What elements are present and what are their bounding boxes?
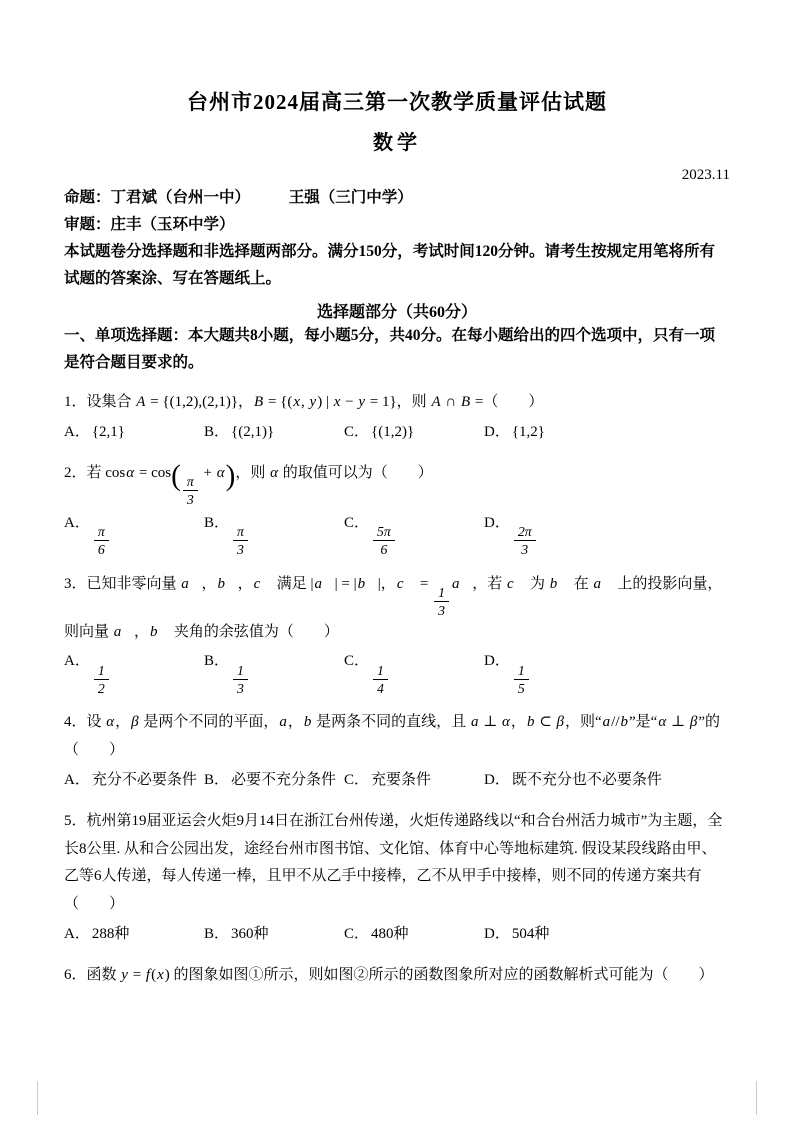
text-run: {(1,2)} <box>371 423 415 440</box>
option-label: D． <box>484 514 510 531</box>
question-6 <box>64 962 730 990</box>
text-run: = {( <box>264 393 293 410</box>
fraction <box>373 663 388 696</box>
math-variable: a⃗ <box>113 623 133 640</box>
fraction <box>233 524 248 557</box>
text-run: 夹角的余弦值为（ ） <box>170 623 339 640</box>
text-run: ，若 <box>472 575 506 592</box>
math-variable: α <box>502 714 510 731</box>
fraction <box>183 474 198 507</box>
option <box>344 419 484 447</box>
option <box>484 767 730 795</box>
fraction-numerator: π <box>183 474 198 491</box>
question-1 <box>64 389 730 447</box>
question-list <box>64 389 735 990</box>
text-run: = <box>128 966 145 983</box>
text-run: {2,1} <box>91 423 125 440</box>
math-variable: a <box>602 714 611 731</box>
question-stem <box>64 460 730 508</box>
text-run: =（ ） <box>471 393 544 410</box>
text-run: ， <box>237 575 253 592</box>
option-row <box>64 419 730 447</box>
text-run: ∩ <box>441 393 460 410</box>
text-run: ”的 （ ） <box>64 714 735 758</box>
fraction <box>233 663 248 696</box>
text-run: 5．杭州第19届亚运会火炬9月14日在浙江台州传递，火炬传递路线以“和合台州活力城市”为主题，全长8公里. 从和合公园出发，途经台州市图书馆、文化馆、体育中心等地标建筑. 假设某段线路由甲、乙等6人传递，每人传递一棒，且甲不从乙手中接棒，乙不从甲手中接棒，则不同的传递方案共有（ ） <box>64 812 723 912</box>
option <box>344 921 484 949</box>
math-variable: b <box>620 714 629 731</box>
text-run: 必要不充分条件 <box>231 771 337 788</box>
text-run: ( <box>151 966 157 983</box>
option <box>64 921 204 949</box>
text-run: = {(1,2),(2,1)}， <box>146 393 254 410</box>
text-run: , <box>301 393 309 410</box>
option-label: A． <box>64 653 90 670</box>
text-run: 上的投影向量，则向量 <box>64 575 723 640</box>
option-label: A． <box>64 925 90 942</box>
math-variable: c⃗ <box>396 575 416 592</box>
fraction-numerator: 2π <box>514 524 536 541</box>
left-paren: ( <box>171 459 181 492</box>
fraction-denominator: 6 <box>380 542 388 558</box>
right-paren: ) <box>225 459 236 492</box>
fraction <box>373 524 395 557</box>
fraction-numerator: π <box>94 524 109 541</box>
option-label: A． <box>64 771 90 788</box>
option-label: B． <box>204 925 230 942</box>
math-variable: a⃗ <box>181 575 201 592</box>
option-label: C． <box>344 514 370 531</box>
text-run: ，则“ <box>565 714 602 731</box>
text-run: // <box>611 714 620 731</box>
text-run: 6．函数 <box>64 966 121 983</box>
option-label: C． <box>344 653 370 670</box>
text-run: − <box>341 393 358 410</box>
page-title: 台州市2024届高三第一次教学质量评估试题 <box>187 90 607 114</box>
math-variable: α <box>270 464 278 481</box>
fraction-numerator: 5π <box>373 524 395 541</box>
fraction <box>94 524 109 557</box>
text-run: ) 的图象如图①所示，则如图②所示的函数图象所对应的函数解析式可能为（ ） <box>164 966 714 983</box>
text-run: ⊥ <box>479 714 502 731</box>
math-variable: b⃗ <box>217 575 237 592</box>
question-stem <box>64 808 730 919</box>
fraction <box>514 524 536 557</box>
text-run: ， <box>133 623 149 640</box>
math-variable: b <box>303 714 312 731</box>
option-row <box>64 648 730 696</box>
option-label: C． <box>344 423 370 440</box>
text-run: = 1}，则 <box>366 393 431 410</box>
option <box>484 921 730 949</box>
text-run: 是两条不同的直线，且 <box>312 714 470 731</box>
math-variable: B <box>254 393 264 410</box>
text-run: 的取值可以为（ ） <box>279 464 433 481</box>
subject-title: 数学 <box>373 132 421 154</box>
text-run: 为 <box>526 575 549 592</box>
option-label: D． <box>484 653 510 670</box>
text-run: ”是“ <box>629 714 658 731</box>
text-run: ) | <box>317 393 333 410</box>
fraction-denominator: 5 <box>517 681 525 697</box>
fraction-numerator: 1 <box>434 585 449 602</box>
fraction-numerator: π <box>233 524 248 541</box>
text-run: 满足 | <box>272 575 314 592</box>
fraction-denominator: 2 <box>97 681 105 697</box>
math-variable: α <box>106 714 115 731</box>
math-variable: β <box>131 714 139 731</box>
fraction-denominator: 3 <box>521 542 529 558</box>
math-variable: y <box>309 393 317 410</box>
option-label: A． <box>64 514 90 531</box>
text-run: | = | <box>334 575 357 592</box>
math-variable: x <box>157 966 164 983</box>
text-run: ， <box>201 575 217 592</box>
text-run: ⊂ <box>535 714 556 731</box>
option <box>64 419 204 447</box>
crop-mark-right <box>756 1081 757 1115</box>
text-run: 3．已知非零向量 <box>64 575 181 592</box>
math-variable: b <box>526 714 535 731</box>
option-label: B． <box>204 423 230 440</box>
option-label: C． <box>344 925 370 942</box>
text-run: 288种 <box>91 925 130 942</box>
question-5 <box>64 808 730 949</box>
text-run: ， <box>115 714 131 731</box>
text-run: ， <box>510 714 526 731</box>
math-variable: α <box>126 464 135 481</box>
math-variable: β <box>689 714 698 731</box>
reviewer-line: 审题：庄丰（玉环中学） <box>64 216 235 234</box>
option <box>484 419 730 447</box>
fraction-denominator: 6 <box>97 542 105 558</box>
text-run: 既不充分也不必要条件 <box>511 771 662 788</box>
math-variable: b⃗ <box>357 575 377 592</box>
fraction-denominator: 3 <box>438 603 446 619</box>
question-stem <box>64 709 735 765</box>
math-variable: c⃗ <box>253 575 272 592</box>
option-label: A． <box>64 423 90 440</box>
option <box>64 767 204 795</box>
math-variable: B <box>460 393 471 410</box>
option-label: D． <box>484 423 510 440</box>
math-variable: a⃗ <box>314 575 334 592</box>
math-variable: a⃗ <box>452 575 472 592</box>
fraction <box>434 585 449 618</box>
math-variable: y <box>121 966 128 983</box>
crop-mark-left <box>37 1081 38 1115</box>
text-run: 4．设 <box>64 714 106 731</box>
text-run: + <box>199 464 216 481</box>
option <box>204 921 344 949</box>
math-variable: x <box>293 393 301 410</box>
option-row <box>64 510 730 558</box>
option <box>64 510 204 558</box>
text-run: 充要条件 <box>371 771 432 788</box>
text-run: {1,2} <box>511 423 545 440</box>
math-variable: y <box>358 393 366 410</box>
text-run: 是两个不同的平面， <box>139 714 279 731</box>
text-run: 360种 <box>231 925 269 942</box>
math-variable: α <box>658 714 667 731</box>
math-variable: b⃗ <box>549 575 569 592</box>
math-variable: c⃗ <box>506 575 526 592</box>
option <box>484 648 730 696</box>
math-variable: f <box>145 966 151 983</box>
fraction-denominator: 4 <box>377 681 384 697</box>
section-intro: 一、单项选择题：本大题共8小题，每小题5分，共40分。在每小题给出的四个选项中，只有一项是符合题目要求的。 <box>64 326 716 371</box>
option <box>64 648 204 696</box>
option <box>344 510 484 558</box>
text-run: ， <box>287 714 303 731</box>
fraction-numerator: 1 <box>233 663 248 680</box>
option-label: D． <box>484 925 510 942</box>
option <box>344 767 484 795</box>
text-run: 1．设集合 <box>64 393 136 410</box>
math-variable: a <box>279 714 287 731</box>
text-run: 480种 <box>371 925 409 942</box>
exam-date: 2023.11 <box>681 167 730 183</box>
math-variable: A <box>136 393 146 410</box>
setter-line: 命题：丁君斌（台州一中） 王强（三门中学） <box>64 189 413 206</box>
fraction-numerator: 1 <box>94 663 109 680</box>
question-stem <box>64 389 730 417</box>
option-label: B． <box>204 653 230 670</box>
fraction-numerator: 1 <box>514 663 529 680</box>
fraction-denominator: 3 <box>237 681 244 697</box>
option-label: B． <box>204 514 230 531</box>
math-variable: b⃗ <box>149 623 170 640</box>
math-variable: α <box>216 464 225 481</box>
exam-notice: 本试题卷分选择题和非选择题两部分。满分150分，考试时间120分钟。请考生按规定用笔将所有试题的答案涂、写在答题纸上。 <box>64 243 716 288</box>
text-run: 2．若 cos <box>64 464 126 481</box>
question-2 <box>64 460 730 558</box>
section-title: 选择题部分（共60分） <box>316 303 477 321</box>
question-3 <box>64 571 730 697</box>
question-stem <box>64 571 730 647</box>
option-row <box>64 921 730 949</box>
question-4 <box>64 709 735 795</box>
text-run: = <box>416 575 433 592</box>
option-label: C． <box>344 771 370 788</box>
option <box>204 767 344 795</box>
text-run: 在 <box>569 575 593 592</box>
text-run: {(2,1)} <box>231 423 275 440</box>
math-variable: x <box>333 393 341 410</box>
math-variable: A <box>431 393 441 410</box>
option-label: D． <box>484 771 510 788</box>
fraction <box>94 663 109 696</box>
fraction-denominator: 3 <box>186 492 194 508</box>
text-run: ⊥ <box>667 714 689 731</box>
fraction-numerator: 1 <box>373 663 388 680</box>
text-run: 充分不必要条件 <box>91 771 197 788</box>
option <box>204 510 344 558</box>
option <box>484 510 730 558</box>
text-run: |， <box>377 575 396 592</box>
option <box>204 419 344 447</box>
text-run: = cos <box>135 464 172 481</box>
math-variable: a⃗ <box>593 575 613 592</box>
option-row <box>64 767 730 795</box>
fraction-denominator: 3 <box>237 542 244 558</box>
text-run: 504种 <box>511 925 550 942</box>
math-variable: β <box>556 714 564 731</box>
option-label: B． <box>204 771 230 788</box>
text-run: ，则 <box>235 464 270 481</box>
math-variable: a <box>470 714 479 731</box>
option <box>344 648 484 696</box>
question-stem <box>64 962 730 990</box>
option <box>204 648 344 696</box>
fraction <box>514 663 529 696</box>
